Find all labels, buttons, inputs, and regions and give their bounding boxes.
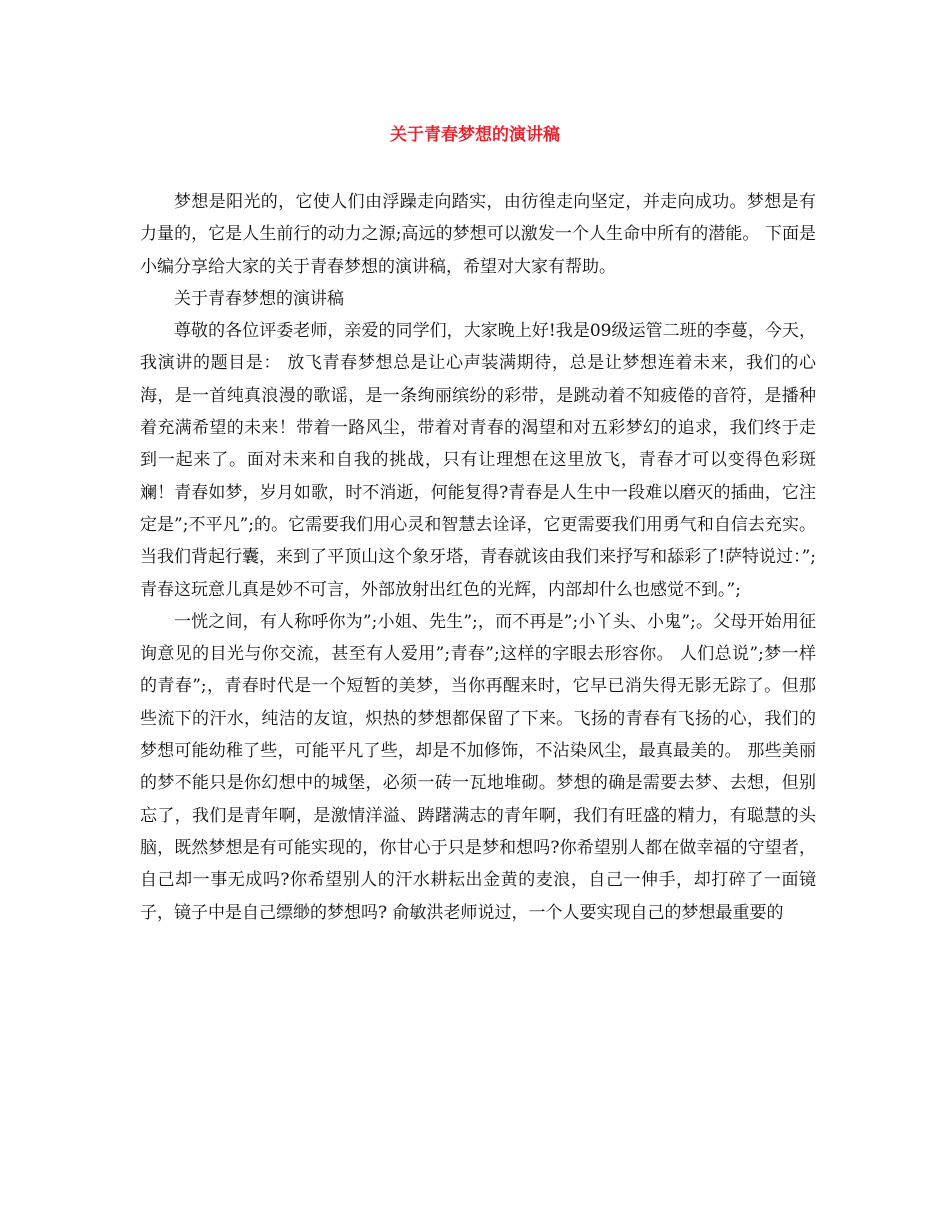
paragraph-speech-opening: 尊敬的各位评委老师，亲爱的同学们，大家晚上好!我是09级运管二班的李蔓，今天，我演讲的题目是： 放飞青春梦想总是让心声装满期待，总是让梦想连着未来，我们的心海，是一首纯真浪漫的歌谣，是一条绚丽缤纷的彩带，是跳动着不知疲倦的音符，是播种着充满希望的未来！带着一路风尘，带着对青春的渴望和对五彩梦幻的追求，我们终于走到一起来了。面对未来和自我的挑战，只有让理想在这里放飞，青春才可以变得色彩斑斓！青春如梦，岁月如歌，时不消逝，何能复得?青春是人生中一段难以磨灭的插曲，它注定是”;不平凡”;的。它需要我们用心灵和智慧去诠译，它更需要我们用勇气和自信去充实。当我们背起行囊，来到了平顶山这个象牙塔，青春就该由我们来抒写和舔彩了!萨特说过：”;青春这玩意儿真是妙不可言，外部放射出红色的光辉，内部却什么也感觉不到。”; — [140, 321, 816, 600]
paragraph-subtitle: 关于青春梦想的演讲稿 — [174, 288, 344, 309]
document-body — [140, 186, 816, 929]
paragraph-intro: 梦想是阳光的，它使人们由浮躁走向踏实，由彷徨走向坚定，并走向成功。梦想是有力量的，它是人生前行的动力之源;高远的梦想可以激发一个人生命中所有的潜能。 下面是小编分享给大家的关于青春梦想的演讲稿，希望对大家有帮助。 — [140, 192, 816, 277]
document-title: 关于青春梦想的演讲稿 — [390, 125, 560, 145]
paragraph-speech-body: 一恍之间，有人称呼你为”;小姐、先生”;，而不再是”;小丫头、小鬼”;。父母开始用征询意见的目光与你交流，甚至有人爱用”;青春”;这样的字眼去形容你。 人们总说”;梦一样的青春”;，青春时代是一个短暂的美梦，当你再醒来时，它早已消失得无影无踪了。但那些流下的汗水，纯洁的友谊，炽热的梦想都保留了下来。飞扬的青春有飞扬的心，我们的梦想可能幼稚了些，可能平凡了些，却是不加修饰，不沾染风尘，最真最美的。 那些美丽的梦不能只是你幻想中的城堡，必须一砖一瓦地堆砌。梦想的确是需要去梦、去想，但别忘了，我们是青年啊，是激情洋溢、踌躇满志的青年啊，我们有旺盛的精力，有聪慧的头脑，既然梦想是有可能实现的，你甘心于只是梦和想吗?你希望别人都在做幸福的守望者，自己却一事无成吗?你希望别人的汗水耕耘出金黄的麦浪，自己一伸手，却打碎了一面镜子，镜子中是自己缥缈的梦想吗? 俞敏洪老师说过，一个人要实现自己的梦想最重要的 — [140, 611, 816, 923]
